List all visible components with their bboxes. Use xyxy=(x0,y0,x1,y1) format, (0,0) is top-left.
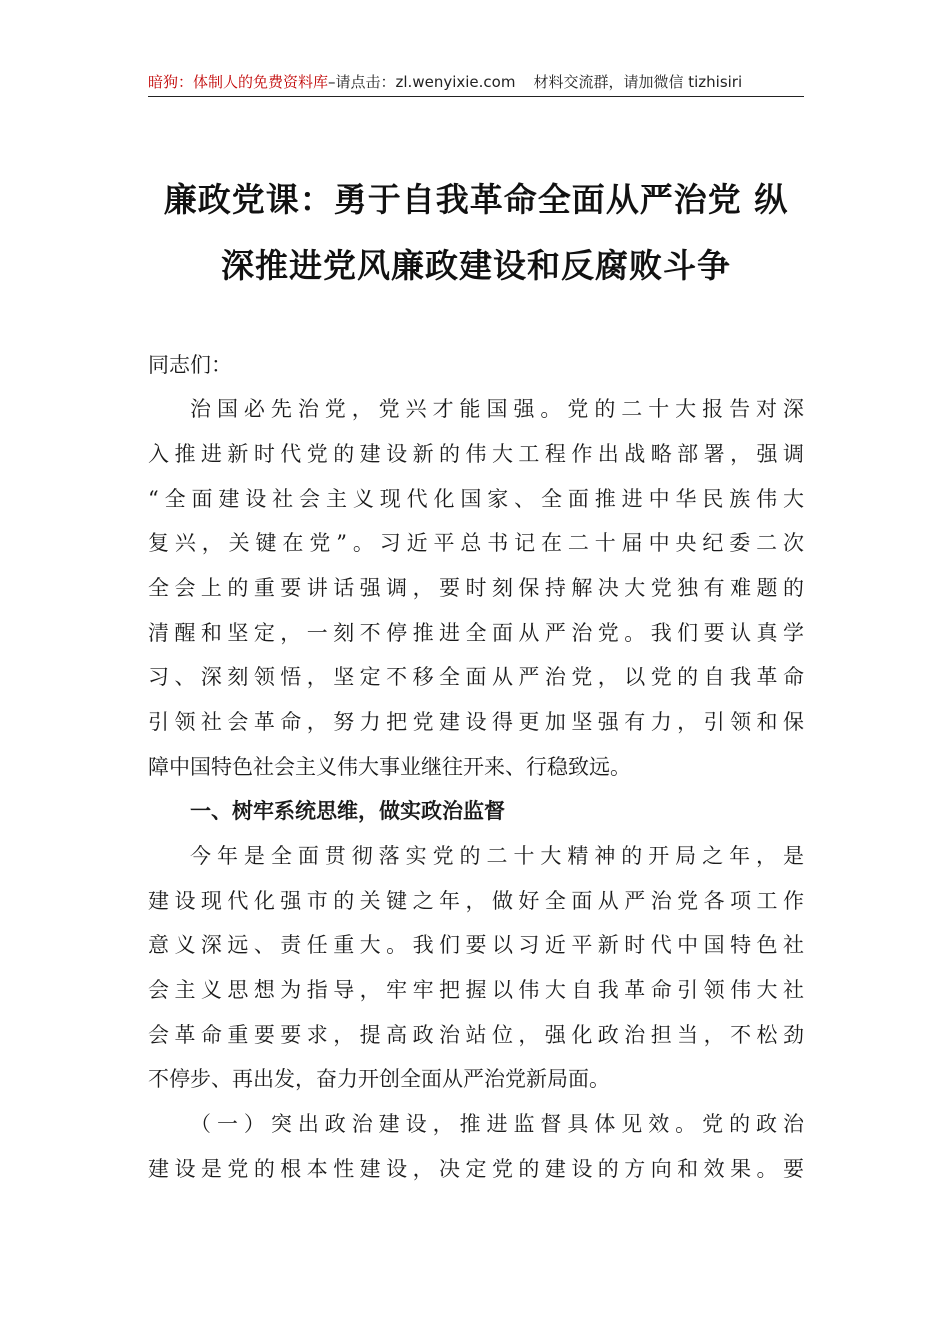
document-header xyxy=(148,68,804,96)
paragraph-2-line-4: 会主义思想为指导，牢牢把握以伟大自我革命引领伟大社 xyxy=(148,978,804,1002)
paragraph-1-line-1: 治国必先治党，党兴才能国强。党的二十大报告对深 xyxy=(190,397,804,421)
paragraph-1-line-5: 全会上的重要讲话强调，要时刻保持解决大党独有难题的 xyxy=(148,576,804,600)
header-brand: 暗狗：体制人的免费资料库 xyxy=(148,73,329,91)
paragraph-2-line-1: 今年是全面贯彻落实党的二十大精神的开局之年，是 xyxy=(190,844,804,868)
paragraph-1-line-4: 复兴，关键在党”。习近平总书记在二十届中央纪委二次 xyxy=(148,531,804,555)
paragraph-2-line-2: 建设现代化强市的关键之年，做好全面从严治党各项工作 xyxy=(148,889,804,913)
header-contact: 材料交流群，请加微信 tizhisiri xyxy=(533,73,743,91)
header-divider xyxy=(148,96,804,97)
paragraph-3-line-2: 建设是党的根本性建设，决定党的建设的方向和效果。要 xyxy=(148,1157,804,1181)
section-1-heading: 一、树牢系统思维，做实政治监督 xyxy=(190,799,505,823)
paragraph-1-line-6: 清醒和坚定，一刻不停推进全面从严治党。我们要认真学 xyxy=(148,621,804,645)
salutation: 同志们： xyxy=(148,353,232,377)
paragraph-1-line-2: 入推进新时代党的建设新的伟大工程作出战略部署，强调 xyxy=(148,442,804,466)
paragraph-2-line-3: 意义深远、责任重大。我们要以习近平新时代中国特色社 xyxy=(148,933,804,957)
document-title-line-2: 深推进党风廉政建设和反腐败斗争 xyxy=(221,246,731,285)
paragraph-1-line-8: 引领社会革命，努力把党建设得更加坚强有力，引领和保 xyxy=(148,710,804,734)
paragraph-1-line-7: 习、深刻领悟，坚定不移全面从严治党，以党的自我革命 xyxy=(148,665,804,689)
paragraph-3-line-1: （一）突出政治建设，推进监督具体见效。党的政治 xyxy=(190,1112,804,1136)
paragraph-1-line-3: “全面建设社会主义现代化国家、全面推进中华民族伟大 xyxy=(148,487,804,511)
header-link[interactable]: –请点击：zl.wenyixie.com xyxy=(328,73,516,91)
document-title-line-1: 廉政党课：勇于自我革命全面从严治党 纵 xyxy=(163,180,789,219)
paragraph-2-line-6: 不停步、再出发，奋力开创全面从严治党新局面。 xyxy=(148,1067,610,1091)
paragraph-1-line-9: 障中国特色社会主义伟大事业继往开来、行稳致远。 xyxy=(148,755,631,779)
paragraph-2-line-5: 会革命重要要求，提高政治站位，强化政治担当，不松劲 xyxy=(148,1023,804,1047)
